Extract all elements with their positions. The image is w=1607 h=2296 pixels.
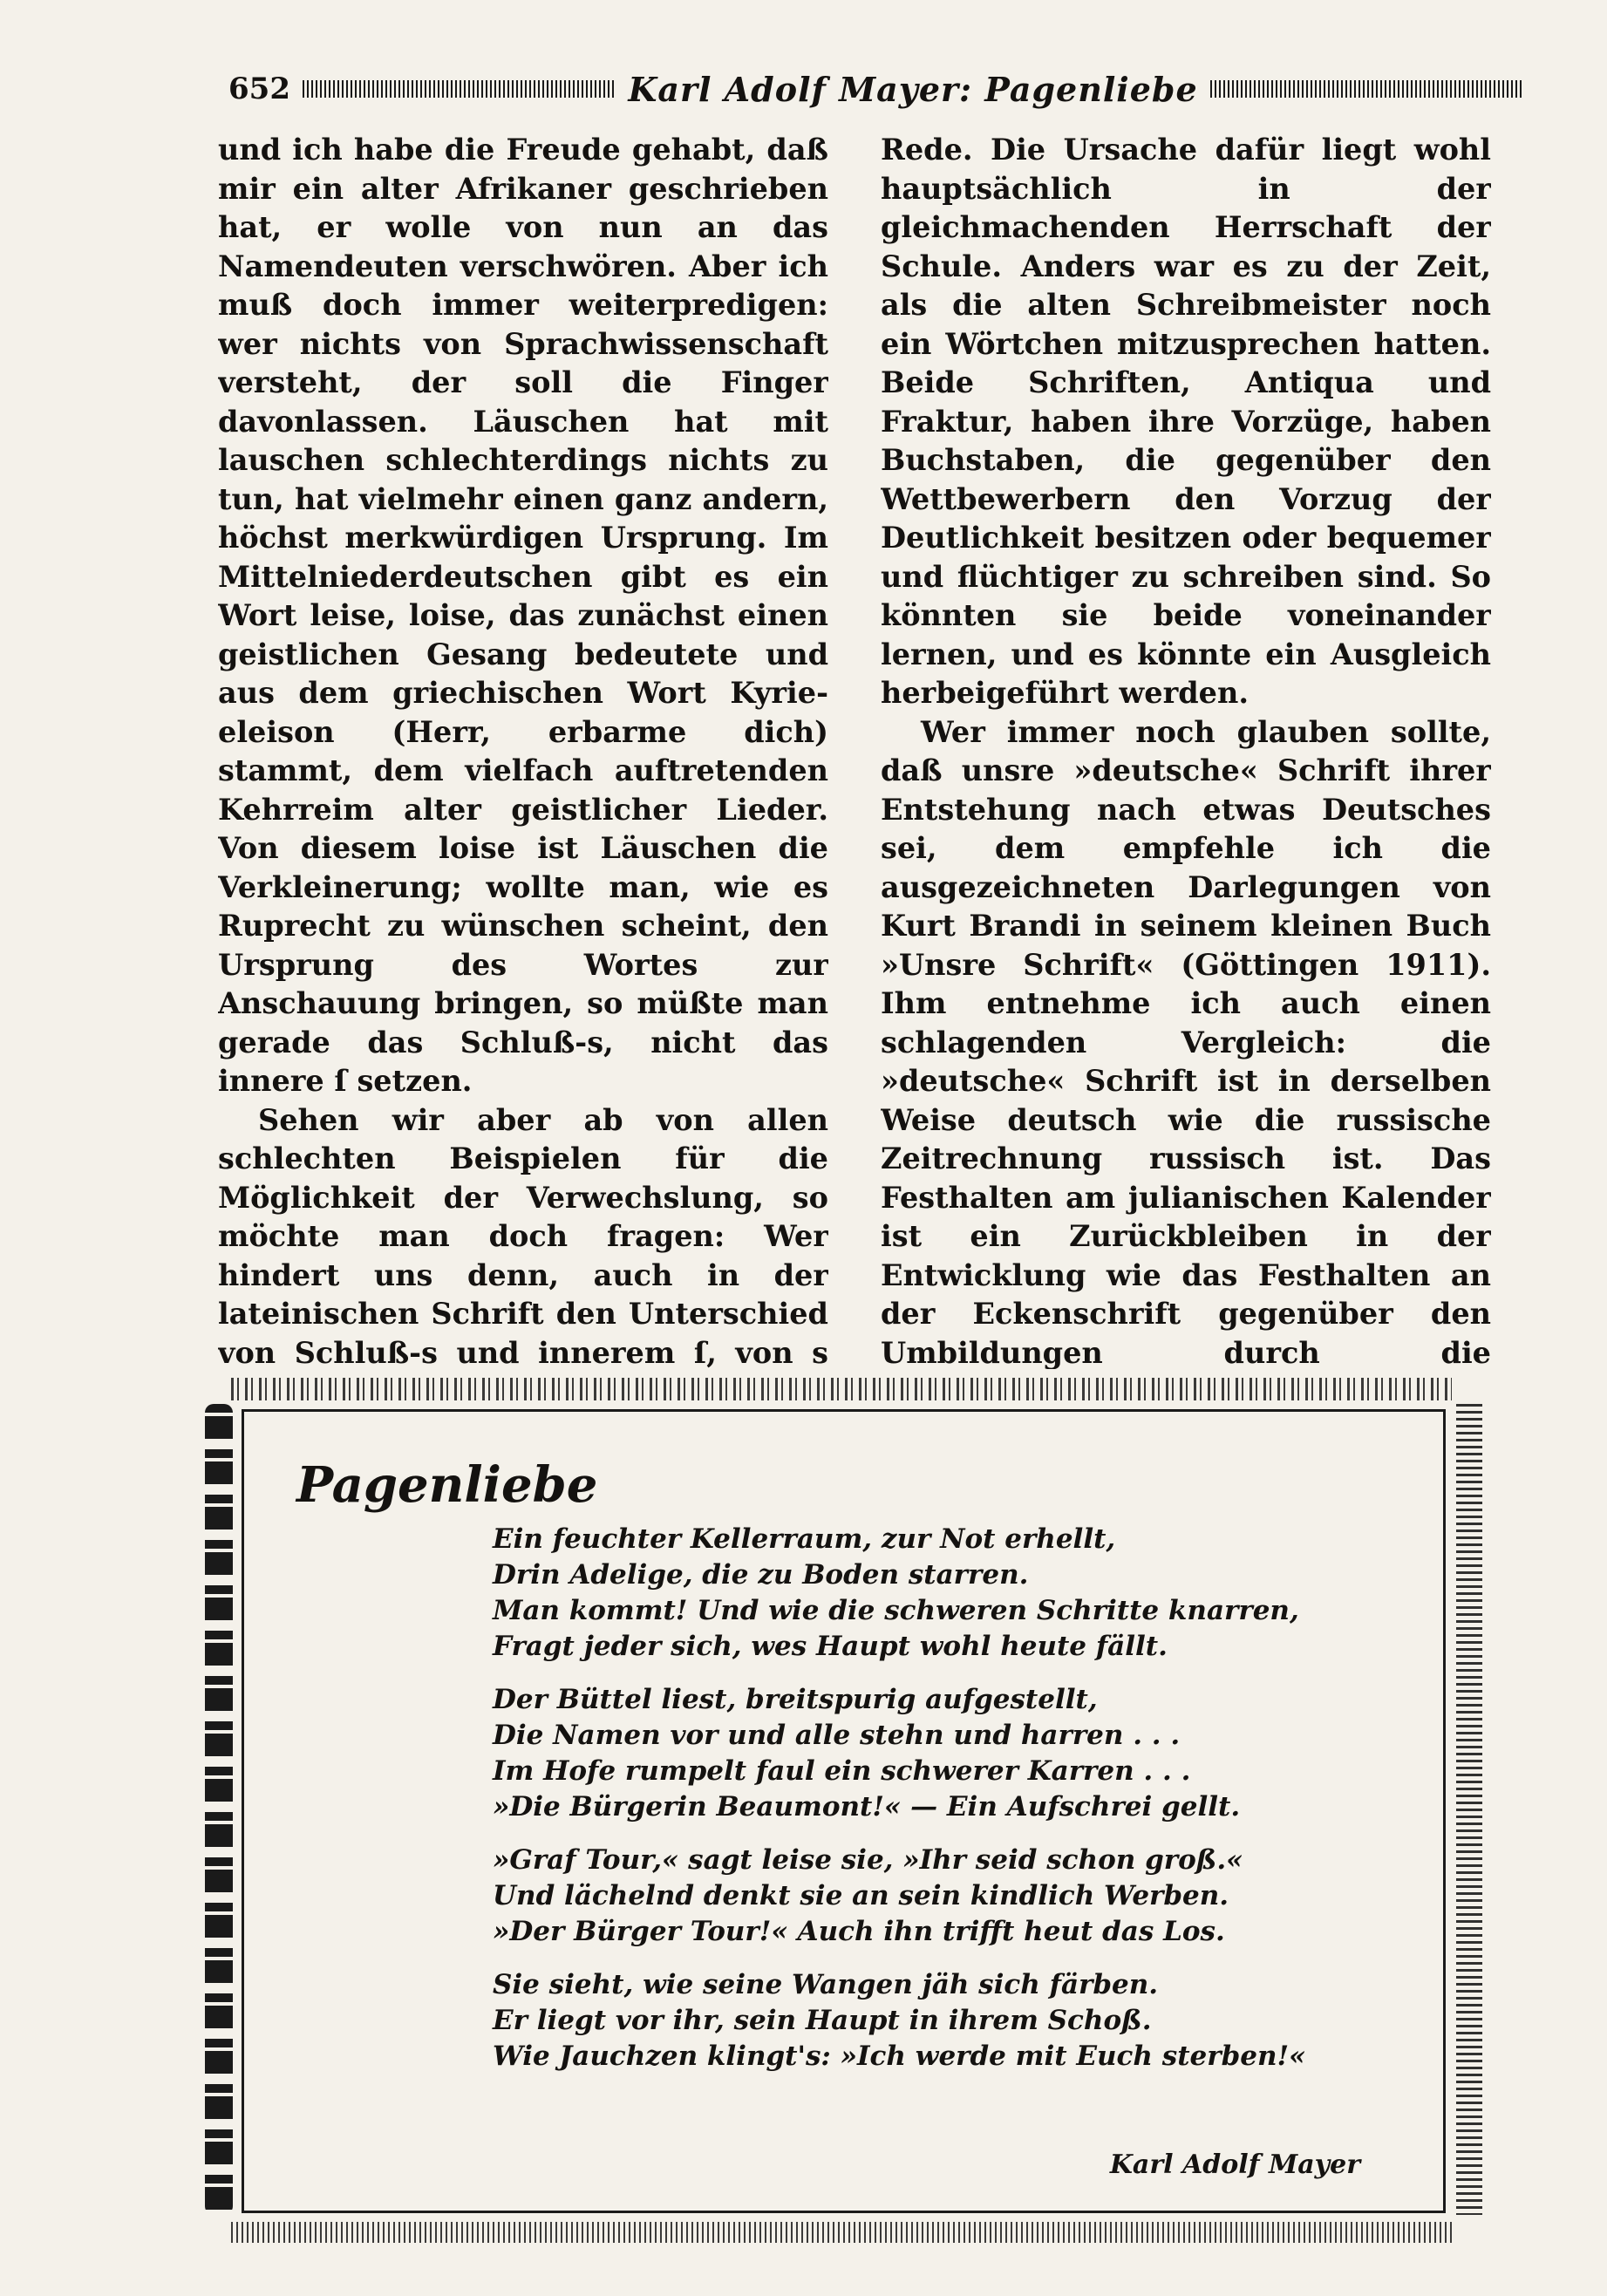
poem-verse: Drin Adelige, die zu Boden starren. <box>493 1559 1029 1591</box>
article-column-left <box>218 131 828 1369</box>
paragraph: und ich habe die Freude gehabt, daß mir ein alter Afrikaner geschrieben hat, er wolle von nun an das Namendeuten verschwören. Aber ich muß doch immer weiterpredigen: wer nichts von Sprachwissenschaft versteht, der soll die Finger davonlassen. Läuschen hat mit lauschen schlechterdings nichts zu tun, hat vielmehr einen ganz andern, höchst merkwürdigen Ursprung. Im Mittelniederdeutschen gibt es ein Wort leise, loise, das zunächst einen geistlichen Gesang bedeutete und aus dem griechischen Wort Kyrie-eleison (Herr, erbarme dich) stammt, dem vielfach auftretenden Kehrreim alter geistlicher Lieder. Von diesem loise ist Läuschen die Verkleinerung; wollte man, wie es Ruprecht zu wünschen scheint, den Ursprung des Wortes zur Anschauung bringen, so müßte man gerade das Schluß-s, nicht das innere ſ setzen. <box>218 133 828 1098</box>
poem-box <box>205 1378 1482 2250</box>
poem-verse: Sie sieht, wie seine Wangen jäh sich färben. <box>493 1969 1159 2000</box>
poem-author: Karl Adolf Mayer <box>1109 2150 1360 2180</box>
page-header <box>228 63 1523 115</box>
poem-verse: Man kommt! Und wie die schweren Schritte knarren, <box>493 1595 1299 1626</box>
page-number: 652 <box>228 72 290 106</box>
poem-verse: »Die Bürgerin Beaumont!« — Ein Aufschrei gellt. <box>493 1791 1241 1822</box>
poem-verse: Fragt jeder sich, wes Haupt wohl heute fällt. <box>493 1631 1168 1662</box>
header-rule-left <box>303 80 616 98</box>
ornamental-border-left <box>205 1404 233 2215</box>
ornamental-border-right <box>1456 1404 1482 2215</box>
poem-verse: Im Hofe rumpelt faul ein schwerer Karren . . . <box>493 1755 1191 1787</box>
poem-stanza <box>493 1967 1365 2075</box>
poem-verse: Wie Jauchzen klingt's: »Ich werde mit Euch sterben!« <box>493 2041 1306 2072</box>
paragraph: Sehen wir aber ab von allen schlechten Beispielen für die Möglichkeit der Verwechslung, so möchte man doch fragen: Wer hindert uns denn, auch in der lateinischen Schrift den Unterschied von Schluß-s und innerem ſ, von s <box>218 1102 828 1369</box>
poem-verse: Und lächelnd denkt sie an sein kindlich Werben. <box>493 1880 1229 1911</box>
paragraph: Rede. Die Ursache dafür liegt wohl hauptsächlich in der gleichmachenden Herrschaft der Schule. Anders war es zu der Zeit, als die alten Schreibmeister noch ein Wörtchen mitzusprechen hatten. Beide Schriften, Antiqua und Fraktur, haben ihre Vorzüge, haben Buchstaben, die gegenüber den Wettbewerbern den Vorzug der Deutlichkeit besitzen oder bequemer und flüchtiger zu schreiben sind. So könnten sie beide voneinander lernen, und es könnte ein Ausgleich herbeigeführt werden. <box>881 133 1491 710</box>
poem-stanza <box>493 1843 1365 1950</box>
header-rule-right <box>1210 80 1523 98</box>
poem-title: Pagenliebe <box>296 1456 598 1514</box>
poem-verse: Er liegt vor ihr, sein Haupt in ihrem Schoß. <box>493 2005 1152 2036</box>
running-title: Karl Adolf Mayer: Pagenliebe <box>628 69 1198 109</box>
ornamental-border-bottom <box>231 2222 1452 2243</box>
poem-verse: »Graf Tour,« sagt leise sie, »Ihr seid schon groß.« <box>493 1844 1243 1876</box>
poem-verse: Die Namen vor und alle stehn und harren . . . <box>493 1720 1181 1751</box>
poem-stanza <box>493 1522 1365 1665</box>
paragraph: Wer immer noch glauben sollte, daß unsre »deutsche« Schrift ihrer Entstehung nach etwas Deutsches sei, dem empfehle ich die ausgezeichneten Darlegungen von Kurt Brandi in seinem kleinen Buch »Unsre Schrift« (Göttingen 1911). Ihm entnehme ich auch einen schlagenden Vergleich: die »deutsche« Schrift ist in derselben Weise deutsch wie die russische Zeitrechnung russisch ist. Das Festhalten am julianischen Kalender ist ein Zurückbleiben in der Entwicklung wie das Festhalten an der Eckenschrift gegenüber den Umbildungen durch die <box>881 714 1491 1369</box>
poem-body <box>493 1522 1365 2092</box>
poem-verse: Der Büttel liest, breitspurig aufgestellt, <box>493 1684 1098 1715</box>
ornamental-border-top <box>231 1378 1452 1400</box>
poem-verse: »Der Bürger Tour!« Auch ihn trifft heut das Los. <box>493 1916 1225 1947</box>
poem-verse: Ein feuchter Kellerraum, zur Not erhellt, <box>493 1523 1116 1555</box>
article-column-right <box>881 131 1491 1369</box>
poem-stanza <box>493 1682 1365 1825</box>
